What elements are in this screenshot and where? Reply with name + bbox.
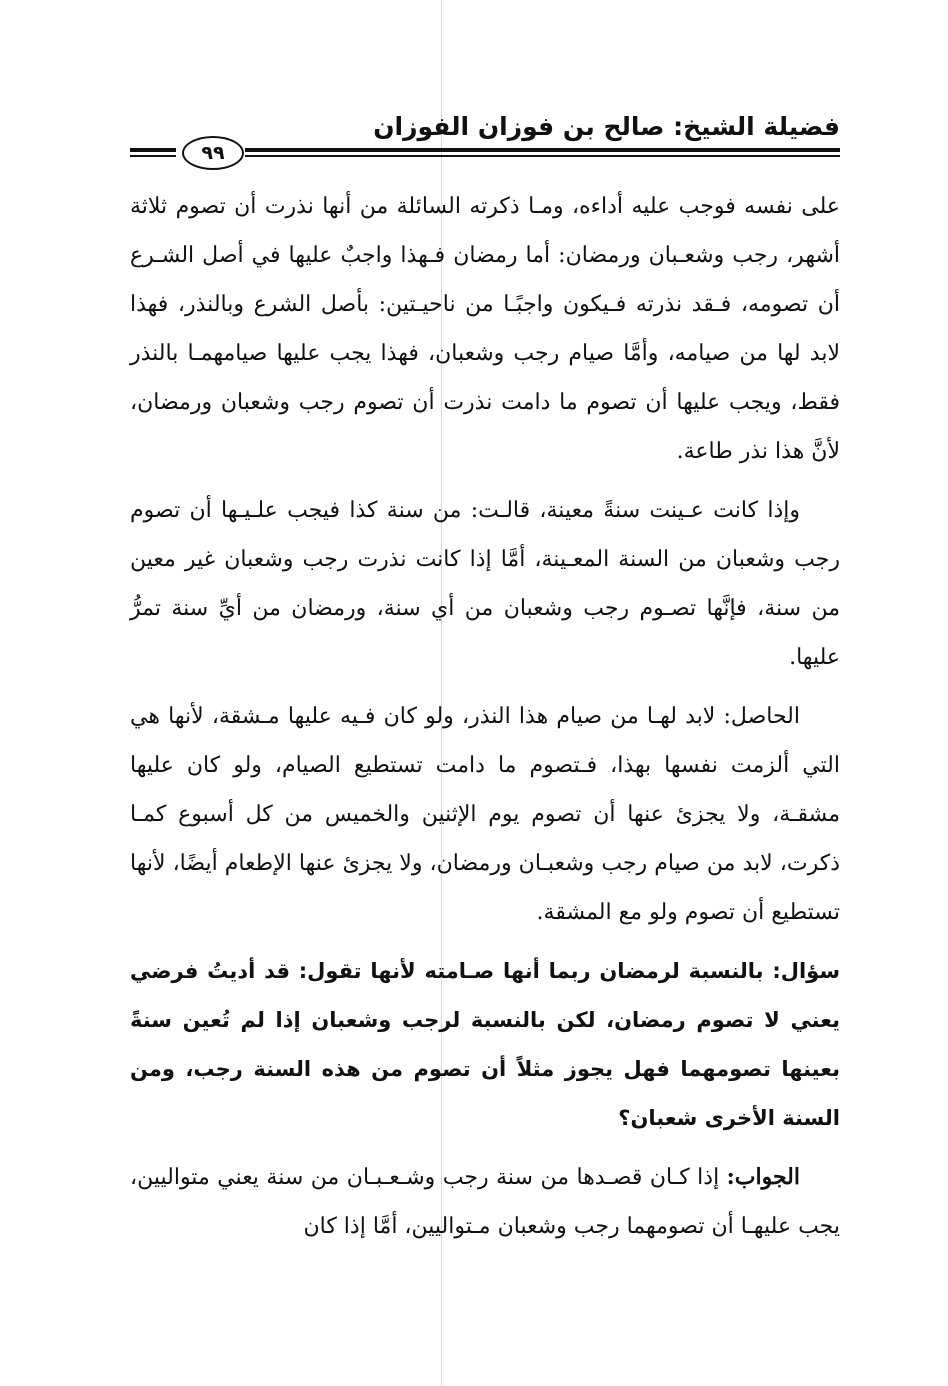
header-rule xyxy=(245,148,840,152)
header-rule-left xyxy=(130,148,176,152)
answer-paragraph xyxy=(130,1153,840,1251)
header-rule-thin xyxy=(245,155,840,157)
paragraph-3: الحاصل: لابد لهـا من صيام هذا النذر، ولو كان فـيه عليها مـشقة، لأنها هي التي ألزمت نفسها بهذا، فـتصوم ما دامت تستطيع الصيام، ولو كان عليها مشقـة، ولا يجزئ عنها أن تصوم يوم الإثنين والخميس من كل أسبوع كمـا ذكرت، لابد من صيام رجب وشعبـان ورمضان، ولا يجزئ عنها الإطعام أيضًا، لأنها تستطيع أن تصوم ولو مع المشقة. xyxy=(130,704,840,925)
page-header xyxy=(130,100,840,170)
paragraph-1: على نفسه فوجب عليه أداءه، ومـا ذكرته السائلة من أنها نذرت أن تصوم ثلاثة أشهر، رجب وشعـبان ورمضان: أما رمضان فـهذا واجبٌ عليها في أصل الشـرع أن تصومه، فـقد نذرته فـيكون واجبًـا من ناحيـتين: بأصل الشرع وبالنذر، فهذا لابد لها من صيامه، وأمَّا صيام رجب وشعبان، فهذا يجب عليها صيامهمـا بالنذر فقط، ويجب عليها أن تصوم ما دامت نذرت أن تصوم رجب وشعبان ورمضان، لأنَّ هذا نذر طاعة. xyxy=(130,194,840,464)
body-text xyxy=(130,182,840,1261)
answer-text: إذا كـان قصـدها من سنة رجب وشـعـبـان من سنة يعني متواليين، يجب عليهـا أن تصومهما رجب وشعبان مـتواليين، أمَّا إذا كان xyxy=(130,1165,840,1239)
question-paragraph: سؤال: بالنسبة لرمضان ربما أنها صـامته لأنها تقول: قد أديتُ فرضي يعني لا تصوم رمضان، لكن بالنسبة لرجب وشعبان إذا لم تُعين سنةً بعينها تصومهما فهل يجوز مثلاً أن تصوم من هذه السنة رجب، ومن السنة الأخرى شعبان؟ xyxy=(130,959,840,1130)
header-title: فضيلة الشيخ: صالح بن فوزان الفوزان xyxy=(373,112,840,141)
page-number: ٩٩ xyxy=(182,136,244,170)
paragraph-2: وإذا كانت عـينت سنةً معينة، قالـت: من سنة كذا فيجب علـيـها أن تصوم رجب وشعبان من السنة المعـينة، أمَّا إذا كانت نذرت رجب وشعبان غير معين من سنة، فإنَّها تصـوم رجب وشعبان من أي سنة، ورمضان من أيِّ سنة تمرُّ عليها. xyxy=(130,498,840,670)
header-rule-left-thin xyxy=(130,155,176,157)
answer-label: الجواب: xyxy=(726,1164,800,1190)
